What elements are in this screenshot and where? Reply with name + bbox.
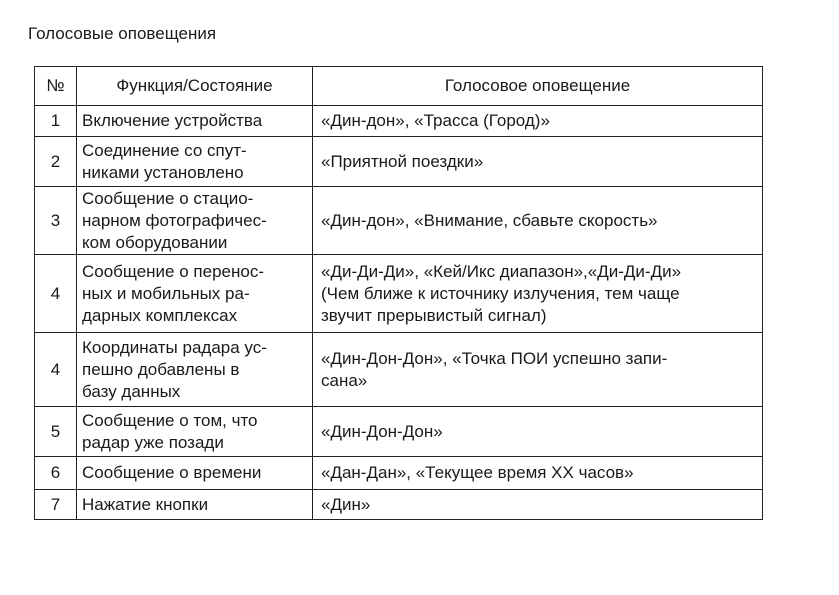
voice-text-line: «Дин-дон», «Внимание, сбавьте скорость» [321, 210, 658, 230]
row-number: 1 [35, 106, 77, 137]
table-row [35, 490, 763, 520]
function-text-line: Координаты радара ус- [82, 337, 267, 357]
table-body [35, 106, 763, 520]
voice-alert-cell [313, 255, 763, 333]
function-cell [77, 407, 313, 457]
function-text-line: дарных комплексах [82, 305, 238, 325]
voice-alert-cell [313, 457, 763, 490]
voice-alert-cell [313, 187, 763, 255]
voice-text-line: «Дан-Дан», «Текущее время XX часов» [321, 463, 634, 482]
function-text-line: базу данных [82, 381, 181, 401]
function-cell [77, 457, 313, 490]
page-title: Голосовые оповещения [28, 24, 217, 43]
voice-text-line: «Приятной поездки» [321, 151, 484, 171]
voice-alert-cell [313, 407, 763, 457]
voice-alert-cell [313, 137, 763, 187]
voice-alert-cell [313, 333, 763, 407]
row-number: 7 [35, 490, 77, 520]
function-text-line: Сообщение о перенос- [82, 261, 264, 281]
row-number: 3 [35, 187, 77, 255]
function-cell [77, 137, 313, 187]
function-text-line: ком оборудовании [82, 232, 228, 252]
function-cell [77, 187, 313, 255]
table-row [35, 137, 763, 187]
voice-text-line: (Чем ближе к источнику излучения, тем чаще [321, 283, 680, 303]
table-row [35, 187, 763, 255]
function-text-line: Сообщение о том, что [82, 410, 258, 430]
voice-alert-cell [313, 106, 763, 137]
voice-text-line: «Дин» [321, 494, 371, 514]
voice-text-line: «Дин-дон», «Трасса (Город)» [321, 111, 550, 130]
table-row [35, 106, 763, 137]
voice-text-line: «Дин-Дон-Дон» [321, 421, 443, 441]
row-number: 2 [35, 137, 77, 187]
function-text-line: Сообщение о стацио- [82, 188, 254, 208]
voice-text-line: сана» [321, 370, 368, 390]
table-row [35, 407, 763, 457]
function-cell [77, 255, 313, 333]
function-text-line: радар уже позади [82, 432, 224, 452]
function-text-line: пешно добавлены в [82, 359, 240, 379]
row-number: 4 [35, 255, 77, 333]
function-text-line: никами установлено [82, 162, 244, 182]
function-cell [77, 490, 313, 520]
function-text-line: Нажатие кнопки [82, 494, 209, 514]
function-text-line: Включение устройства [82, 111, 263, 130]
row-number: 6 [35, 457, 77, 490]
row-number: 5 [35, 407, 77, 457]
voice-alert-cell [313, 490, 763, 520]
header-function: Функция/Состояние [77, 67, 313, 106]
table-row [35, 255, 763, 333]
function-text-line: ных и мобильных ра- [82, 283, 250, 303]
voice-alerts-table [34, 66, 763, 520]
header-number: № [35, 67, 77, 106]
function-text-line: Соединение со спут- [82, 140, 247, 160]
table-row [35, 333, 763, 407]
voice-text-line: «Ди-Ди-Ди», «Кей/Икс диапазон»,«Ди-Ди-Ди» [321, 261, 682, 281]
row-number: 4 [35, 333, 77, 407]
function-text-line: нарном фотографичес- [82, 210, 267, 230]
voice-text-line: «Дин-Дон-Дон», «Точка ПОИ успешно запи- [321, 348, 668, 368]
header-voice-alert: Голосовое оповещение [313, 67, 763, 106]
function-cell [77, 106, 313, 137]
voice-text-line: звучит прерывистый сигнал) [321, 305, 547, 325]
function-text-line: Сообщение о времени [82, 463, 262, 482]
function-cell [77, 333, 313, 407]
table-header-row [35, 67, 763, 106]
table-row [35, 457, 763, 490]
